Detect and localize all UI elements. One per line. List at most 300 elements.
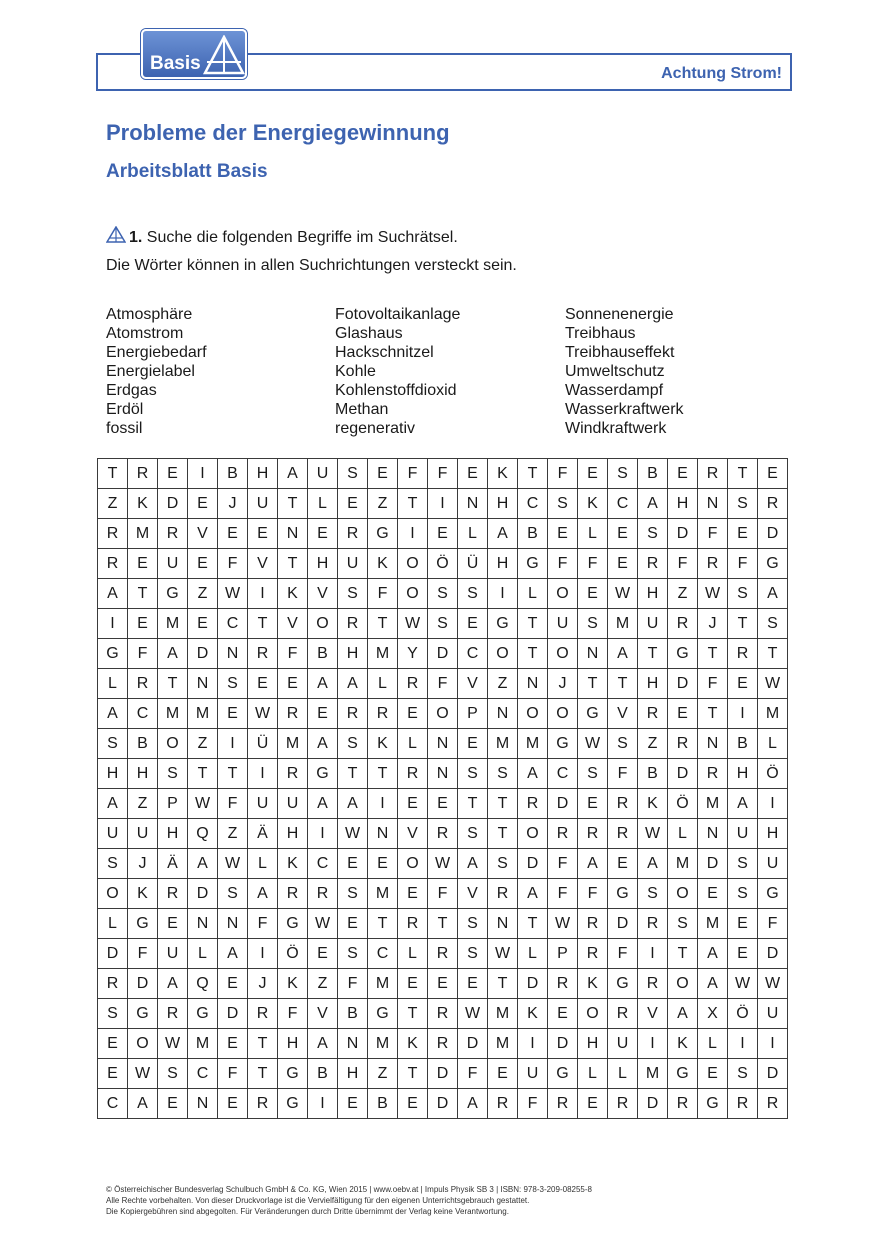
grid-cell[interactable]: S <box>728 489 758 519</box>
grid-cell[interactable]: I <box>398 519 428 549</box>
grid-cell[interactable]: S <box>488 759 518 789</box>
grid-cell[interactable]: H <box>128 759 158 789</box>
grid-cell[interactable]: R <box>548 819 578 849</box>
grid-cell[interactable]: R <box>278 879 308 909</box>
grid-cell[interactable]: R <box>638 909 668 939</box>
grid-cell[interactable]: U <box>248 789 278 819</box>
grid-cell[interactable]: B <box>128 729 158 759</box>
grid-cell[interactable]: J <box>218 489 248 519</box>
grid-cell[interactable]: S <box>458 909 488 939</box>
grid-cell[interactable]: I <box>728 699 758 729</box>
grid-cell[interactable]: W <box>188 789 218 819</box>
grid-cell[interactable]: E <box>218 1089 248 1119</box>
grid-cell[interactable]: F <box>338 969 368 999</box>
grid-cell[interactable]: A <box>728 789 758 819</box>
grid-cell[interactable]: A <box>638 489 668 519</box>
grid-cell[interactable]: R <box>608 1089 638 1119</box>
grid-cell[interactable]: W <box>218 849 248 879</box>
grid-cell[interactable]: M <box>638 1059 668 1089</box>
grid-cell[interactable]: F <box>578 879 608 909</box>
grid-cell[interactable]: E <box>578 459 608 489</box>
grid-cell[interactable]: G <box>548 729 578 759</box>
grid-cell[interactable]: E <box>398 1089 428 1119</box>
grid-cell[interactable]: T <box>128 579 158 609</box>
grid-cell[interactable]: U <box>308 459 338 489</box>
grid-cell[interactable]: G <box>518 549 548 579</box>
grid-cell[interactable]: I <box>758 789 788 819</box>
grid-cell[interactable]: A <box>698 939 728 969</box>
grid-cell[interactable]: O <box>428 699 458 729</box>
grid-cell[interactable]: T <box>398 999 428 1029</box>
grid-cell[interactable]: H <box>248 459 278 489</box>
grid-cell[interactable]: O <box>488 639 518 669</box>
grid-cell[interactable]: A <box>638 849 668 879</box>
grid-cell[interactable]: H <box>308 549 338 579</box>
grid-cell[interactable]: H <box>338 639 368 669</box>
grid-cell[interactable]: M <box>608 609 638 639</box>
grid-cell[interactable]: T <box>248 1029 278 1059</box>
grid-cell[interactable]: R <box>758 489 788 519</box>
grid-cell[interactable]: M <box>518 729 548 759</box>
grid-cell[interactable]: D <box>668 519 698 549</box>
grid-cell[interactable]: G <box>278 909 308 939</box>
grid-cell[interactable]: O <box>398 849 428 879</box>
grid-cell[interactable]: S <box>458 819 488 849</box>
grid-cell[interactable]: I <box>248 759 278 789</box>
grid-cell[interactable]: O <box>98 879 128 909</box>
grid-cell[interactable]: W <box>128 1059 158 1089</box>
grid-cell[interactable]: E <box>428 789 458 819</box>
grid-cell[interactable]: C <box>128 699 158 729</box>
grid-cell[interactable]: O <box>158 729 188 759</box>
grid-cell[interactable]: E <box>608 519 638 549</box>
grid-cell[interactable]: A <box>518 759 548 789</box>
grid-cell[interactable]: E <box>218 519 248 549</box>
grid-cell[interactable]: R <box>638 549 668 579</box>
grid-cell[interactable]: L <box>578 1059 608 1089</box>
grid-cell[interactable]: L <box>668 819 698 849</box>
grid-cell[interactable]: F <box>428 669 458 699</box>
grid-cell[interactable]: H <box>638 579 668 609</box>
grid-cell[interactable]: S <box>98 849 128 879</box>
grid-cell[interactable]: G <box>368 519 398 549</box>
grid-cell[interactable]: D <box>458 1029 488 1059</box>
grid-cell[interactable]: R <box>428 1029 458 1059</box>
grid-cell[interactable]: B <box>518 519 548 549</box>
grid-cell[interactable]: C <box>98 1089 128 1119</box>
grid-cell[interactable]: R <box>338 699 368 729</box>
grid-cell[interactable]: D <box>698 849 728 879</box>
grid-cell[interactable]: Ö <box>668 789 698 819</box>
grid-cell[interactable]: S <box>158 1059 188 1089</box>
grid-cell[interactable]: R <box>668 609 698 639</box>
grid-cell[interactable]: F <box>218 1059 248 1089</box>
grid-cell[interactable]: V <box>188 519 218 549</box>
grid-cell[interactable]: H <box>278 819 308 849</box>
grid-cell[interactable]: V <box>308 579 338 609</box>
grid-cell[interactable]: O <box>308 609 338 639</box>
grid-cell[interactable]: P <box>158 789 188 819</box>
grid-cell[interactable]: A <box>338 789 368 819</box>
grid-cell[interactable]: W <box>308 909 338 939</box>
grid-cell[interactable]: D <box>158 489 188 519</box>
grid-cell[interactable]: K <box>398 1029 428 1059</box>
grid-cell[interactable]: A <box>158 969 188 999</box>
grid-cell[interactable]: E <box>248 519 278 549</box>
grid-cell[interactable]: M <box>488 1029 518 1059</box>
grid-cell[interactable]: T <box>518 909 548 939</box>
grid-cell[interactable]: R <box>428 819 458 849</box>
grid-cell[interactable]: N <box>338 1029 368 1059</box>
grid-cell[interactable]: E <box>578 1089 608 1119</box>
grid-cell[interactable]: Z <box>188 729 218 759</box>
grid-cell[interactable]: W <box>698 579 728 609</box>
grid-cell[interactable]: M <box>488 729 518 759</box>
grid-cell[interactable]: R <box>98 519 128 549</box>
grid-cell[interactable]: E <box>668 459 698 489</box>
grid-cell[interactable]: Z <box>308 969 338 999</box>
grid-cell[interactable]: U <box>158 549 188 579</box>
grid-cell[interactable]: S <box>578 759 608 789</box>
grid-cell[interactable]: I <box>638 939 668 969</box>
grid-cell[interactable]: L <box>398 729 428 759</box>
grid-cell[interactable]: U <box>518 1059 548 1089</box>
grid-cell[interactable]: E <box>188 609 218 639</box>
grid-cell[interactable]: M <box>188 1029 218 1059</box>
grid-cell[interactable]: W <box>338 819 368 849</box>
grid-cell[interactable]: H <box>728 759 758 789</box>
grid-cell[interactable]: T <box>728 609 758 639</box>
grid-cell[interactable]: W <box>248 699 278 729</box>
grid-cell[interactable]: N <box>698 819 728 849</box>
grid-cell[interactable]: E <box>578 579 608 609</box>
grid-cell[interactable]: Ü <box>458 549 488 579</box>
grid-cell[interactable]: G <box>278 1089 308 1119</box>
grid-cell[interactable]: V <box>608 699 638 729</box>
grid-cell[interactable]: F <box>278 639 308 669</box>
grid-cell[interactable]: O <box>398 549 428 579</box>
grid-cell[interactable]: D <box>428 1059 458 1089</box>
grid-cell[interactable]: R <box>338 519 368 549</box>
grid-cell[interactable]: R <box>698 759 728 789</box>
grid-cell[interactable]: F <box>608 759 638 789</box>
grid-cell[interactable]: F <box>578 549 608 579</box>
grid-cell[interactable]: N <box>698 729 728 759</box>
grid-cell[interactable]: C <box>548 759 578 789</box>
grid-cell[interactable]: Ö <box>728 999 758 1029</box>
grid-cell[interactable]: I <box>758 1029 788 1059</box>
grid-cell[interactable]: T <box>488 819 518 849</box>
grid-cell[interactable]: Z <box>668 579 698 609</box>
grid-cell[interactable]: D <box>668 759 698 789</box>
grid-cell[interactable]: K <box>488 459 518 489</box>
grid-cell[interactable]: F <box>458 1059 488 1089</box>
grid-cell[interactable]: Ö <box>758 759 788 789</box>
grid-cell[interactable]: B <box>638 459 668 489</box>
grid-cell[interactable]: Y <box>398 639 428 669</box>
grid-cell[interactable]: R <box>398 759 428 789</box>
grid-cell[interactable]: T <box>368 609 398 639</box>
grid-cell[interactable]: A <box>308 729 338 759</box>
grid-cell[interactable]: R <box>98 549 128 579</box>
grid-cell[interactable]: W <box>218 579 248 609</box>
grid-cell[interactable]: T <box>728 459 758 489</box>
grid-cell[interactable]: I <box>248 939 278 969</box>
grid-cell[interactable]: I <box>308 1089 338 1119</box>
grid-cell[interactable]: R <box>698 459 728 489</box>
grid-cell[interactable]: K <box>278 579 308 609</box>
grid-cell[interactable]: A <box>308 789 338 819</box>
grid-cell[interactable]: U <box>548 609 578 639</box>
grid-cell[interactable]: K <box>278 849 308 879</box>
grid-cell[interactable]: T <box>758 639 788 669</box>
grid-cell[interactable]: E <box>578 789 608 819</box>
grid-cell[interactable]: I <box>728 1029 758 1059</box>
grid-cell[interactable]: E <box>548 999 578 1029</box>
grid-cell[interactable]: A <box>308 1029 338 1059</box>
grid-cell[interactable]: E <box>128 609 158 639</box>
grid-cell[interactable]: U <box>98 819 128 849</box>
grid-cell[interactable]: R <box>578 819 608 849</box>
grid-cell[interactable]: S <box>608 729 638 759</box>
grid-cell[interactable]: O <box>578 999 608 1029</box>
grid-cell[interactable]: E <box>608 849 638 879</box>
grid-cell[interactable]: K <box>368 549 398 579</box>
grid-cell[interactable]: S <box>608 459 638 489</box>
grid-cell[interactable]: T <box>698 639 728 669</box>
grid-cell[interactable]: W <box>398 609 428 639</box>
grid-cell[interactable]: T <box>578 669 608 699</box>
grid-cell[interactable]: A <box>158 639 188 669</box>
grid-cell[interactable]: D <box>608 909 638 939</box>
grid-cell[interactable]: F <box>278 999 308 1029</box>
grid-cell[interactable]: D <box>548 789 578 819</box>
grid-cell[interactable]: G <box>98 639 128 669</box>
grid-cell[interactable]: E <box>158 909 188 939</box>
grid-cell[interactable]: S <box>218 669 248 699</box>
grid-cell[interactable]: S <box>758 609 788 639</box>
grid-cell[interactable]: H <box>488 549 518 579</box>
grid-cell[interactable]: A <box>488 519 518 549</box>
grid-cell[interactable]: H <box>578 1029 608 1059</box>
grid-cell[interactable]: T <box>518 459 548 489</box>
grid-cell[interactable]: E <box>458 969 488 999</box>
grid-cell[interactable]: N <box>278 519 308 549</box>
grid-cell[interactable]: M <box>368 879 398 909</box>
grid-cell[interactable]: T <box>278 549 308 579</box>
grid-cell[interactable]: S <box>548 489 578 519</box>
grid-cell[interactable]: A <box>188 849 218 879</box>
grid-cell[interactable]: R <box>308 879 338 909</box>
grid-cell[interactable]: Ö <box>428 549 458 579</box>
grid-cell[interactable]: U <box>128 819 158 849</box>
grid-cell[interactable]: O <box>548 699 578 729</box>
grid-cell[interactable]: U <box>758 849 788 879</box>
grid-cell[interactable]: N <box>188 909 218 939</box>
grid-cell[interactable]: L <box>518 939 548 969</box>
grid-cell[interactable]: R <box>488 1089 518 1119</box>
grid-cell[interactable]: U <box>338 549 368 579</box>
grid-cell[interactable]: M <box>488 999 518 1029</box>
grid-cell[interactable]: V <box>638 999 668 1029</box>
grid-cell[interactable]: E <box>128 549 158 579</box>
grid-cell[interactable]: R <box>728 1089 758 1119</box>
grid-cell[interactable]: B <box>638 759 668 789</box>
grid-cell[interactable]: L <box>248 849 278 879</box>
grid-cell[interactable]: F <box>608 939 638 969</box>
grid-cell[interactable]: S <box>218 879 248 909</box>
grid-cell[interactable]: N <box>488 909 518 939</box>
grid-cell[interactable]: I <box>98 609 128 639</box>
grid-cell[interactable]: S <box>638 519 668 549</box>
grid-cell[interactable]: T <box>488 789 518 819</box>
grid-cell[interactable]: D <box>758 1059 788 1089</box>
grid-cell[interactable]: T <box>98 459 128 489</box>
grid-cell[interactable]: V <box>458 669 488 699</box>
grid-cell[interactable]: R <box>278 699 308 729</box>
grid-cell[interactable]: W <box>758 969 788 999</box>
grid-cell[interactable]: R <box>248 639 278 669</box>
grid-cell[interactable]: E <box>98 1029 128 1059</box>
grid-cell[interactable]: I <box>188 459 218 489</box>
grid-cell[interactable]: T <box>218 759 248 789</box>
grid-cell[interactable]: G <box>188 999 218 1029</box>
grid-cell[interactable]: O <box>518 699 548 729</box>
grid-cell[interactable]: V <box>308 999 338 1029</box>
grid-cell[interactable]: E <box>188 489 218 519</box>
grid-cell[interactable]: T <box>488 969 518 999</box>
grid-cell[interactable]: R <box>518 789 548 819</box>
grid-cell[interactable]: R <box>278 759 308 789</box>
grid-cell[interactable]: E <box>458 729 488 759</box>
grid-cell[interactable]: F <box>368 579 398 609</box>
grid-cell[interactable]: S <box>98 999 128 1029</box>
grid-cell[interactable]: T <box>368 909 398 939</box>
grid-cell[interactable]: R <box>428 999 458 1029</box>
grid-cell[interactable]: S <box>338 459 368 489</box>
grid-cell[interactable]: R <box>548 969 578 999</box>
grid-cell[interactable]: M <box>158 609 188 639</box>
grid-cell[interactable]: Q <box>188 969 218 999</box>
grid-cell[interactable]: E <box>728 909 758 939</box>
grid-cell[interactable]: R <box>698 549 728 579</box>
grid-cell[interactable]: R <box>668 729 698 759</box>
grid-cell[interactable]: N <box>368 819 398 849</box>
grid-cell[interactable]: M <box>278 729 308 759</box>
grid-cell[interactable]: T <box>518 639 548 669</box>
grid-cell[interactable]: N <box>428 759 458 789</box>
grid-cell[interactable]: T <box>188 759 218 789</box>
grid-cell[interactable]: F <box>728 549 758 579</box>
grid-cell[interactable]: F <box>668 549 698 579</box>
grid-cell[interactable]: X <box>698 999 728 1029</box>
grid-cell[interactable]: G <box>608 879 638 909</box>
grid-cell[interactable]: K <box>128 879 158 909</box>
grid-cell[interactable]: H <box>638 669 668 699</box>
grid-cell[interactable]: W <box>578 729 608 759</box>
grid-cell[interactable]: S <box>338 879 368 909</box>
grid-cell[interactable]: G <box>158 579 188 609</box>
grid-cell[interactable]: B <box>308 1059 338 1089</box>
grid-cell[interactable]: E <box>398 699 428 729</box>
grid-cell[interactable]: O <box>128 1029 158 1059</box>
grid-cell[interactable]: F <box>218 789 248 819</box>
grid-cell[interactable]: F <box>248 909 278 939</box>
grid-cell[interactable]: M <box>698 909 728 939</box>
grid-cell[interactable]: D <box>188 879 218 909</box>
grid-cell[interactable]: A <box>458 849 488 879</box>
grid-cell[interactable]: T <box>398 489 428 519</box>
grid-cell[interactable]: C <box>458 639 488 669</box>
grid-cell[interactable]: T <box>158 669 188 699</box>
grid-cell[interactable]: T <box>248 1059 278 1089</box>
grid-cell[interactable]: S <box>488 849 518 879</box>
grid-cell[interactable]: T <box>458 789 488 819</box>
grid-cell[interactable]: F <box>698 669 728 699</box>
grid-cell[interactable]: Ö <box>278 939 308 969</box>
grid-cell[interactable]: Z <box>488 669 518 699</box>
grid-cell[interactable]: E <box>98 1059 128 1089</box>
grid-cell[interactable]: H <box>488 489 518 519</box>
grid-cell[interactable]: R <box>158 519 188 549</box>
grid-cell[interactable]: S <box>728 579 758 609</box>
grid-cell[interactable]: H <box>278 1029 308 1059</box>
grid-cell[interactable]: T <box>518 609 548 639</box>
grid-cell[interactable]: F <box>548 879 578 909</box>
grid-cell[interactable]: F <box>548 849 578 879</box>
grid-cell[interactable]: S <box>728 849 758 879</box>
grid-cell[interactable]: E <box>338 1089 368 1119</box>
grid-cell[interactable]: V <box>398 819 428 849</box>
grid-cell[interactable]: L <box>698 1029 728 1059</box>
grid-cell[interactable]: E <box>218 699 248 729</box>
grid-cell[interactable]: S <box>428 579 458 609</box>
grid-cell[interactable]: R <box>398 909 428 939</box>
grid-cell[interactable]: J <box>248 969 278 999</box>
grid-cell[interactable]: F <box>398 459 428 489</box>
grid-cell[interactable]: R <box>608 819 638 849</box>
grid-cell[interactable]: O <box>548 639 578 669</box>
grid-cell[interactable]: C <box>608 489 638 519</box>
grid-cell[interactable]: R <box>578 909 608 939</box>
grid-cell[interactable]: C <box>368 939 398 969</box>
grid-cell[interactable]: I <box>638 1029 668 1059</box>
grid-cell[interactable]: L <box>518 579 548 609</box>
grid-cell[interactable]: T <box>278 489 308 519</box>
grid-cell[interactable]: M <box>668 849 698 879</box>
grid-cell[interactable]: T <box>368 759 398 789</box>
grid-cell[interactable]: A <box>698 969 728 999</box>
grid-cell[interactable]: D <box>428 639 458 669</box>
grid-cell[interactable]: I <box>488 579 518 609</box>
grid-cell[interactable]: S <box>458 759 488 789</box>
grid-cell[interactable]: I <box>218 729 248 759</box>
grid-cell[interactable]: E <box>338 849 368 879</box>
grid-cell[interactable]: G <box>368 999 398 1029</box>
grid-cell[interactable]: T <box>668 939 698 969</box>
grid-cell[interactable]: H <box>758 819 788 849</box>
grid-cell[interactable]: A <box>98 579 128 609</box>
grid-cell[interactable]: I <box>428 489 458 519</box>
grid-cell[interactable]: U <box>728 819 758 849</box>
grid-cell[interactable]: R <box>158 999 188 1029</box>
grid-cell[interactable]: E <box>218 1029 248 1059</box>
grid-cell[interactable]: E <box>188 549 218 579</box>
grid-cell[interactable]: F <box>548 459 578 489</box>
grid-cell[interactable]: C <box>188 1059 218 1089</box>
grid-cell[interactable]: E <box>398 789 428 819</box>
grid-cell[interactable]: M <box>128 519 158 549</box>
